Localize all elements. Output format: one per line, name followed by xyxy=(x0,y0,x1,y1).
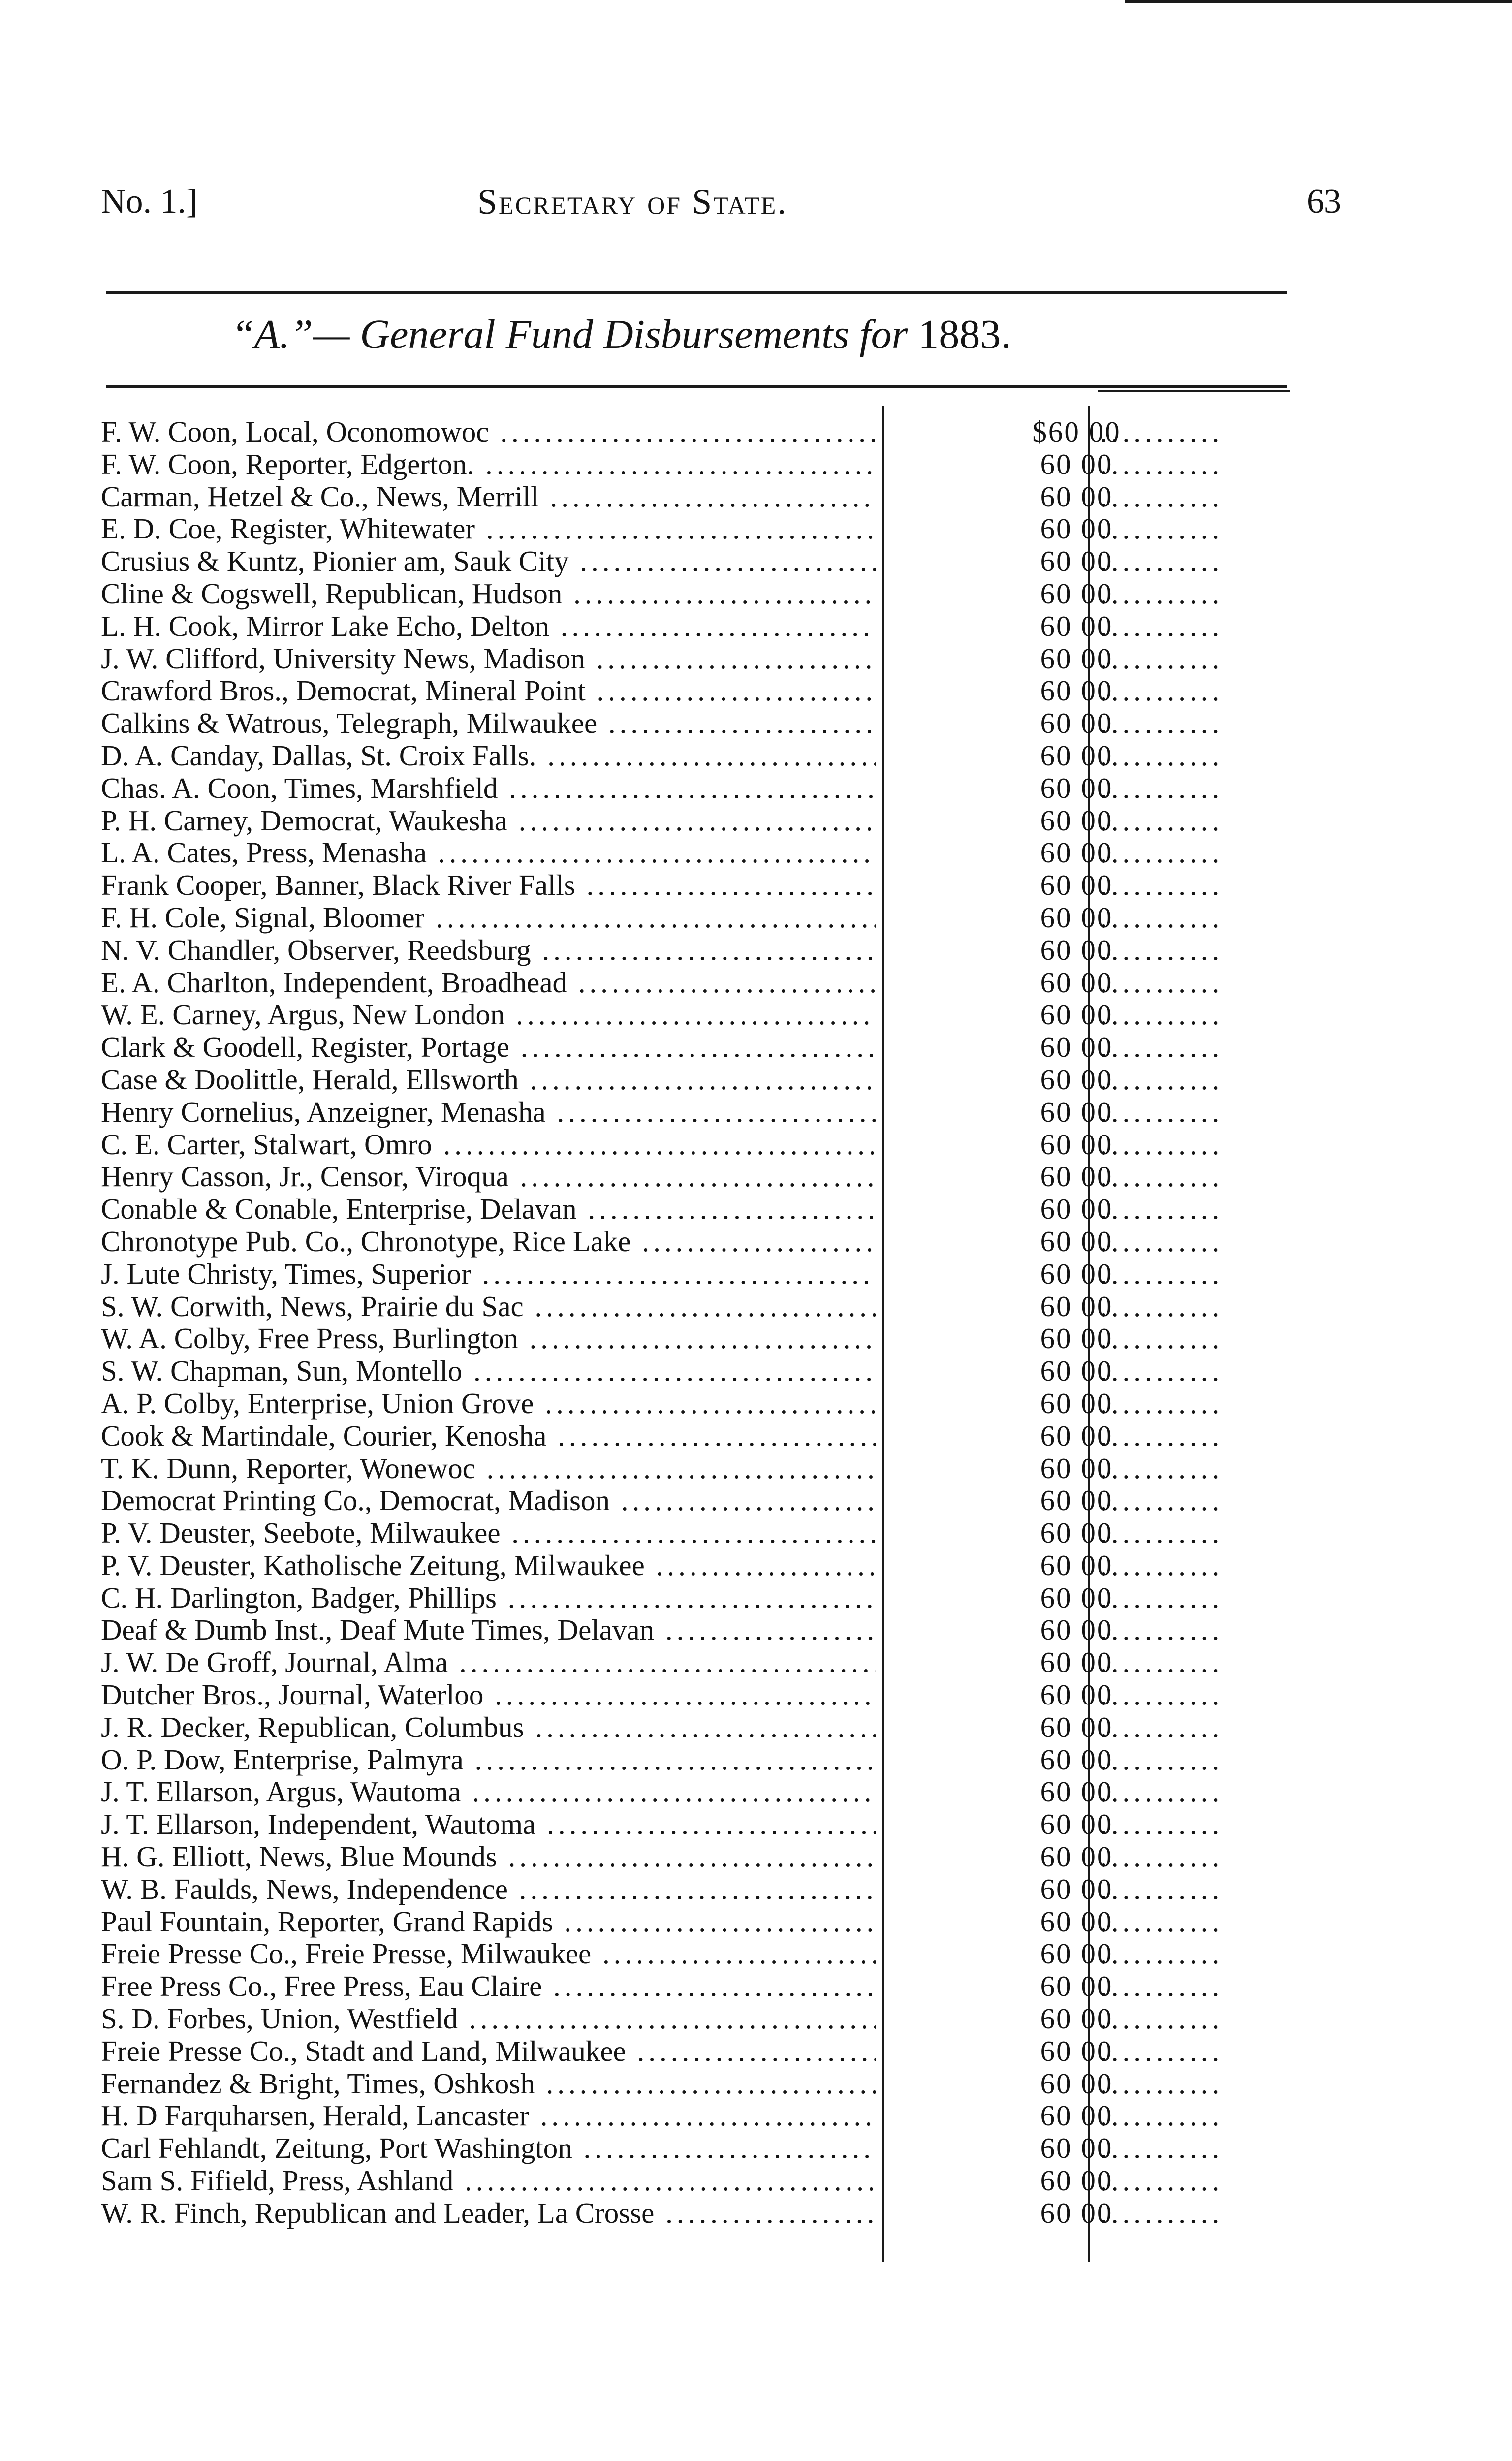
payee-name: F. W. Coon, Local, Oconomowoc ..... xyxy=(101,416,876,448)
payee-name: A. P. Colby, Enterprise, Union Grove ..... xyxy=(101,1388,876,1420)
amount: 60 00 xyxy=(1040,901,1113,934)
blank-column-leader: ........... xyxy=(1100,1938,1224,1970)
payee-name: Dutcher Bros., Journal, Waterloo ..... xyxy=(101,1679,876,1711)
table-row xyxy=(101,1064,1292,1096)
payee-name: J. R. Decker, Republican, Columbus ..... xyxy=(101,1711,876,1744)
disbursement-table xyxy=(101,416,1292,2230)
blank-column-leader: ........... xyxy=(1100,1776,1224,1808)
blank-column-leader: ........... xyxy=(1100,2067,1224,2100)
table-row xyxy=(101,1711,1292,1744)
table-row xyxy=(101,1938,1292,1970)
amount: 60 00 xyxy=(1040,1840,1113,1873)
table-row xyxy=(101,934,1292,967)
amount: 60 00 xyxy=(1040,609,1113,642)
blank-column-leader: ........... xyxy=(1100,2132,1224,2165)
table-row xyxy=(101,1776,1292,1808)
blank-column-leader: ........... xyxy=(1100,739,1224,772)
table-row xyxy=(101,1808,1292,1841)
amount: 60 00 xyxy=(1040,1808,1113,1841)
blank-column-leader: ........... xyxy=(1100,1841,1224,1873)
table-row xyxy=(101,416,1292,448)
payee-name: L. H. Cook, Mirror Lake Echo, Delton ..... xyxy=(101,610,876,643)
blank-column-leader: ........... xyxy=(1100,1581,1224,1614)
amount: 60 00 xyxy=(1040,1225,1113,1258)
blank-column-leader: ........... xyxy=(1100,1614,1224,1646)
payee-name: Cline & Cogswell, Republican, Hudson ..... xyxy=(101,578,876,610)
amount: 60 00 xyxy=(1040,2034,1113,2067)
blank-column-leader: ........... xyxy=(1100,1063,1224,1096)
table-row xyxy=(101,1291,1292,1323)
payee-name: Chronotype Pub. Co., Chronotype, Rice Lake ..... xyxy=(101,1226,876,1258)
amount: $60 00 xyxy=(1032,415,1121,448)
payee-name: Chas. A. Coon, Times, Marshfield ..... xyxy=(101,772,876,805)
payee-name: J. Lute Christy, Times, Superior ..... xyxy=(101,1258,876,1291)
blank-column-leader: ........... xyxy=(1100,416,1224,448)
payee-name: Henry Cornelius, Anzeigner, Menasha ..... xyxy=(101,1096,876,1129)
table-row xyxy=(101,1549,1292,1582)
payee-name: Crawford Bros., Democrat, Mineral Point ..... xyxy=(101,675,876,707)
amount: 60 00 xyxy=(1040,966,1113,999)
amount: 60 00 xyxy=(1040,447,1113,480)
table-row xyxy=(101,967,1292,999)
blank-column-leader: ........... xyxy=(1100,1646,1224,1679)
amount: 60 00 xyxy=(1040,545,1113,578)
table-row xyxy=(101,513,1292,545)
table-title xyxy=(231,310,1011,359)
table-row xyxy=(101,1744,1292,1776)
amount: 60 00 xyxy=(1040,1710,1113,1743)
table-row xyxy=(101,1420,1292,1452)
payee-name: N. V. Chandler, Observer, Reedsburg ..... xyxy=(101,934,876,967)
table-row xyxy=(101,2132,1292,2165)
payee-name: H. D Farquharsen, Herald, Lancaster ..... xyxy=(101,2100,876,2132)
amount: 60 00 xyxy=(1040,1355,1113,1388)
payee-name: P. H. Carney, Democrat, Waukesha ..... xyxy=(101,805,876,837)
amount: 60 00 xyxy=(1040,933,1113,966)
table-row xyxy=(101,1517,1292,1549)
amount: 60 00 xyxy=(1040,1322,1113,1355)
table-row xyxy=(101,1355,1292,1388)
payee-name: S. W. Chapman, Sun, Montello ..... xyxy=(101,1355,876,1388)
amount: 60 00 xyxy=(1040,707,1113,740)
amount: 60 00 xyxy=(1040,1128,1113,1161)
table-title-text: “A.”— General Fund Disbursements for xyxy=(231,312,908,357)
payee-name: C. H. Darlington, Badger, Phillips ..... xyxy=(101,1582,876,1614)
blank-column-leader: ........... xyxy=(1100,577,1224,610)
payee-name: D. A. Canday, Dallas, St. Croix Falls. ..... xyxy=(101,740,876,772)
blank-column-leader: ........... xyxy=(1100,869,1224,902)
blank-column-leader: ........... xyxy=(1100,675,1224,707)
amount: 60 00 xyxy=(1040,1775,1113,1808)
payee-name: E. D. Coe, Register, Whitewater ..... xyxy=(101,513,876,545)
blank-column-leader: ........... xyxy=(1100,1096,1224,1128)
table-row xyxy=(101,837,1292,869)
amount: 60 00 xyxy=(1040,1484,1113,1517)
amount: 60 00 xyxy=(1040,1970,1113,2003)
amount: 60 00 xyxy=(1040,642,1113,675)
table-row xyxy=(101,1906,1292,1938)
table-row xyxy=(101,707,1292,740)
table-row xyxy=(101,1226,1292,1258)
blank-column-leader: ........... xyxy=(1100,1679,1224,1711)
blank-column-leader: ........... xyxy=(1100,1258,1224,1290)
table-row xyxy=(101,1970,1292,2003)
payee-name: W. B. Faulds, News, Independence ..... xyxy=(101,1873,876,1906)
amount: 60 00 xyxy=(1040,1063,1113,1096)
blank-column-leader: ........... xyxy=(1100,934,1224,966)
amount: 60 00 xyxy=(1040,1451,1113,1484)
amount: 60 00 xyxy=(1040,512,1113,545)
payee-name: W. E. Carney, Argus, New London ..... xyxy=(101,999,876,1031)
blank-column-leader: ........... xyxy=(1100,1355,1224,1388)
table-row xyxy=(101,675,1292,707)
table-row xyxy=(101,805,1292,837)
table-row xyxy=(101,1582,1292,1614)
blank-column-leader: ........... xyxy=(1100,1161,1224,1193)
payee-name: Crusius & Kuntz, Pionier am, Sauk City ..... xyxy=(101,545,876,578)
amount: 60 00 xyxy=(1040,1516,1113,1549)
table-row xyxy=(101,610,1292,643)
amount: 60 00 xyxy=(1040,1419,1113,1452)
payee-name: Henry Casson, Jr., Censor, Viroqua ..... xyxy=(101,1161,876,1193)
blank-column-leader: ........... xyxy=(1100,966,1224,999)
payee-name: Fernandez & Bright, Times, Oshkosh ..... xyxy=(101,2068,876,2100)
table-row xyxy=(101,578,1292,610)
blank-column-leader: ........... xyxy=(1100,1808,1224,1841)
amount: 60 00 xyxy=(1040,480,1113,513)
table-row xyxy=(101,740,1292,772)
payee-name: Frank Cooper, Banner, Black River Falls ..... xyxy=(101,869,876,902)
title-rule-extension xyxy=(1098,390,1290,392)
title-rule xyxy=(106,385,1287,388)
payee-name: Paul Fountain, Reporter, Grand Rapids ..... xyxy=(101,1906,876,1938)
payee-name: S. D. Forbes, Union, Westfield ..... xyxy=(101,2003,876,2035)
blank-column-leader: ........... xyxy=(1100,545,1224,578)
payee-name: W. R. Finch, Republican and Leader, La Crosse ..... xyxy=(101,2197,876,2230)
blank-column-leader: ........... xyxy=(1100,1128,1224,1161)
blank-column-leader: ........... xyxy=(1100,2100,1224,2132)
amount: 60 00 xyxy=(1040,1387,1113,1420)
table-row xyxy=(101,1161,1292,1193)
table-row xyxy=(101,2003,1292,2035)
table-row xyxy=(101,1258,1292,1291)
table-row xyxy=(101,1129,1292,1161)
payee-name: E. A. Charlton, Independent, Broadhead ..... xyxy=(101,967,876,999)
blank-column-leader: ........... xyxy=(1100,772,1224,804)
payee-name: Sam S. Fifield, Press, Ashland ..... xyxy=(101,2165,876,2197)
payee-name: W. A. Colby, Free Press, Burlington ..... xyxy=(101,1323,876,1355)
table-row xyxy=(101,999,1292,1031)
blank-column-leader: ........... xyxy=(1100,1452,1224,1484)
blank-column-leader: ........... xyxy=(1100,1517,1224,1549)
table-row xyxy=(101,869,1292,902)
table-row xyxy=(101,1388,1292,1420)
blank-column-leader: ........... xyxy=(1100,1484,1224,1517)
table-row xyxy=(101,902,1292,934)
amount: 60 00 xyxy=(1040,836,1113,869)
payee-name: J. T. Ellarson, Argus, Wautoma ..... xyxy=(101,1776,876,1808)
blank-column-leader: ........... xyxy=(1100,480,1224,513)
amount: 60 00 xyxy=(1040,1193,1113,1226)
amount: 60 00 xyxy=(1040,2132,1113,2165)
header-rule xyxy=(106,291,1287,294)
payee-name: L. A. Cates, Press, Menasha ..... xyxy=(101,837,876,869)
amount: 60 00 xyxy=(1040,1743,1113,1776)
blank-column-leader: ........... xyxy=(1100,1225,1224,1258)
amount: 60 00 xyxy=(1040,1678,1113,1711)
blank-column-leader: ........... xyxy=(1100,901,1224,934)
table-row xyxy=(101,2165,1292,2197)
page-number: 63 xyxy=(1307,183,1341,221)
amount: 60 00 xyxy=(1040,1031,1113,1064)
blank-column-leader: ........... xyxy=(1100,1323,1224,1355)
blank-column-leader: ........... xyxy=(1100,448,1224,480)
amount: 60 00 xyxy=(1040,1937,1113,1970)
amount: 60 00 xyxy=(1040,2164,1113,2197)
payee-name: Freie Presse Co., Freie Presse, Milwaukee ..... xyxy=(101,1938,876,1970)
amount: 60 00 xyxy=(1040,804,1113,837)
table-row xyxy=(101,448,1292,481)
blank-column-leader: ........... xyxy=(1100,707,1224,740)
blank-column-leader: ........... xyxy=(1100,1905,1224,1938)
blank-column-leader: ........... xyxy=(1100,1290,1224,1323)
table-row xyxy=(101,2197,1292,2230)
blank-column-leader: ........... xyxy=(1100,1743,1224,1776)
payee-name: Carl Fehlandt, Zeitung, Port Washington ..... xyxy=(101,2132,876,2165)
running-head: Secretary of State. xyxy=(477,182,788,221)
blank-column-leader: ........... xyxy=(1100,1970,1224,2003)
blank-column-leader: ........... xyxy=(1100,2165,1224,2197)
amount: 60 00 xyxy=(1040,1290,1113,1323)
payee-name: Case & Doolittle, Herald, Ellsworth ..... xyxy=(101,1064,876,1096)
payee-name: Conable & Conable, Enterprise, Delavan ..... xyxy=(101,1193,876,1226)
amount: 60 00 xyxy=(1040,1257,1113,1290)
table-row xyxy=(101,1323,1292,1355)
blank-column-leader: ........... xyxy=(1100,837,1224,869)
payee-name: J. W. De Groff, Journal, Alma ..... xyxy=(101,1646,876,1679)
table-row xyxy=(101,2100,1292,2132)
payee-name: S. W. Corwith, News, Prairie du Sac ..... xyxy=(101,1291,876,1323)
table-row xyxy=(101,481,1292,513)
amount: 60 00 xyxy=(1040,1905,1113,1938)
table-row xyxy=(101,1096,1292,1129)
blank-column-leader: ........... xyxy=(1100,1549,1224,1581)
amount: 60 00 xyxy=(1040,1613,1113,1646)
blank-column-leader: ........... xyxy=(1100,1031,1224,1064)
blank-column-leader: ........... xyxy=(1100,2035,1224,2067)
blank-column-leader: ........... xyxy=(1100,2197,1224,2229)
table-row xyxy=(101,1452,1292,1485)
blank-column-leader: ........... xyxy=(1100,1711,1224,1743)
blank-column-leader: ........... xyxy=(1100,999,1224,1031)
blank-column-leader: ........... xyxy=(1100,610,1224,642)
table-row xyxy=(101,643,1292,675)
amount: 60 00 xyxy=(1040,1872,1113,1905)
amount: 60 00 xyxy=(1040,1581,1113,1614)
document-number: No. 1.] xyxy=(101,183,198,221)
payee-name: J. W. Clifford, University News, Madison ..... xyxy=(101,643,876,675)
blank-column-leader: ........... xyxy=(1100,2003,1224,2035)
payee-name: P. V. Deuster, Katholische Zeitung, Milwaukee ..... xyxy=(101,1549,876,1582)
table-row xyxy=(101,1484,1292,1517)
table-row xyxy=(101,1873,1292,1906)
payee-name: F. H. Cole, Signal, Bloomer ..... xyxy=(101,902,876,934)
table-row xyxy=(101,1193,1292,1226)
payee-name: Clark & Goodell, Register, Portage ..... xyxy=(101,1031,876,1064)
amount: 60 00 xyxy=(1040,2196,1113,2229)
amount: 60 00 xyxy=(1040,2067,1113,2100)
payee-name: J. T. Ellarson, Independent, Wautoma ..... xyxy=(101,1808,876,1841)
amount: 60 00 xyxy=(1040,998,1113,1031)
amount: 60 00 xyxy=(1040,577,1113,610)
amount: 60 00 xyxy=(1040,2002,1113,2035)
top-edge-rule xyxy=(1125,0,1512,3)
blank-column-leader: ........... xyxy=(1100,1873,1224,1905)
payee-name: O. P. Dow, Enterprise, Palmyra ..... xyxy=(101,1744,876,1776)
amount: 60 00 xyxy=(1040,674,1113,707)
payee-name: P. V. Deuster, Seebote, Milwaukee ..... xyxy=(101,1517,876,1549)
table-row xyxy=(101,1679,1292,1711)
blank-column-leader: ........... xyxy=(1100,642,1224,675)
amount: 60 00 xyxy=(1040,739,1113,772)
amount: 60 00 xyxy=(1040,771,1113,804)
payee-name: Carman, Hetzel & Co., News, Merrill ..... xyxy=(101,481,876,513)
payee-name: Calkins & Watrous, Telegraph, Milwaukee ..... xyxy=(101,707,876,740)
blank-column-leader: ........... xyxy=(1100,1420,1224,1452)
blank-column-leader: ........... xyxy=(1100,1193,1224,1226)
payee-name: Free Press Co., Free Press, Eau Claire ..... xyxy=(101,1970,876,2003)
table-row xyxy=(101,1031,1292,1064)
blank-column-leader: ........... xyxy=(1100,1387,1224,1420)
payee-name: Cook & Martindale, Courier, Kenosha ..... xyxy=(101,1420,876,1452)
amount: 60 00 xyxy=(1040,1548,1113,1581)
table-row xyxy=(101,1646,1292,1679)
payee-name: T. K. Dunn, Reporter, Wonewoc ..... xyxy=(101,1452,876,1485)
payee-name: Freie Presse Co., Stadt and Land, Milwaukee ..... xyxy=(101,2035,876,2068)
amount: 60 00 xyxy=(1040,1160,1113,1193)
amount: 60 00 xyxy=(1040,1095,1113,1128)
blank-column-leader: ........... xyxy=(1100,513,1224,545)
payee-name: H. G. Elliott, News, Blue Mounds ..... xyxy=(101,1841,876,1873)
amount: 60 00 xyxy=(1040,869,1113,902)
payee-name: Democrat Printing Co., Democrat, Madison ..... xyxy=(101,1484,876,1517)
table-row xyxy=(101,772,1292,805)
table-row xyxy=(101,1614,1292,1646)
blank-column-leader: ........... xyxy=(1100,804,1224,837)
payee-name: C. E. Carter, Stalwart, Omro ..... xyxy=(101,1129,876,1161)
amount: 60 00 xyxy=(1040,1646,1113,1679)
payee-name: Deaf & Dumb Inst., Deaf Mute Times, Delavan ..... xyxy=(101,1614,876,1646)
payee-name: F. W. Coon, Reporter, Edgerton. ..... xyxy=(101,448,876,481)
table-title-year: 1883. xyxy=(918,312,1011,357)
amount: 60 00 xyxy=(1040,2099,1113,2132)
table-row xyxy=(101,2035,1292,2068)
table-row xyxy=(101,1841,1292,1873)
table-row xyxy=(101,2068,1292,2100)
table-row xyxy=(101,545,1292,578)
